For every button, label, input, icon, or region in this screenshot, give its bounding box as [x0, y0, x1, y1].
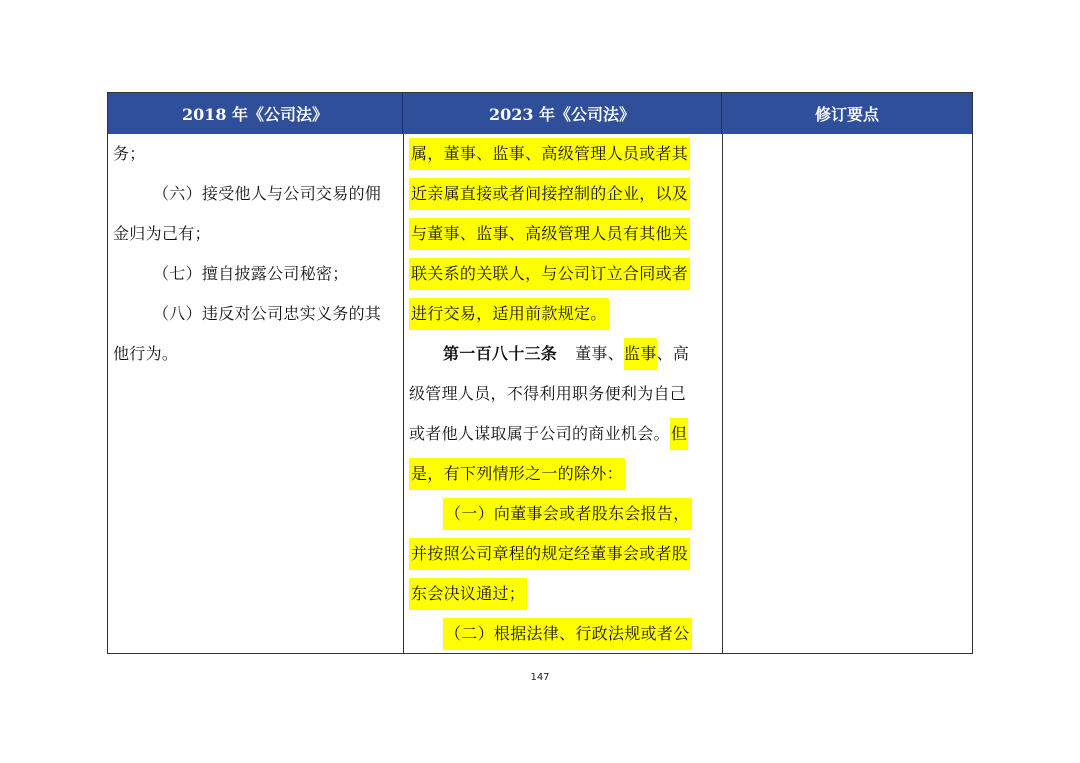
highlighted-text: （一）向董事会或者股东会报告，	[443, 498, 692, 530]
article-line	[409, 334, 716, 374]
text-line	[409, 454, 716, 494]
highlighted-text: 但	[670, 418, 688, 450]
highlighted-text: 进行交易，适用前款规定。	[409, 298, 609, 330]
comparison-table	[107, 92, 973, 654]
highlighted-text: 联关系的关联人，与公司订立合同或者	[409, 258, 690, 290]
text-line	[409, 534, 716, 574]
text-line: 务；	[113, 144, 146, 163]
highlighted-text: 监事	[624, 338, 657, 370]
text-segment: 、高	[656, 344, 690, 363]
text-line: （七）擅自披露公司秘密；	[153, 264, 349, 283]
text-line	[409, 174, 716, 214]
highlighted-text: 是，有下列情形之一的除外：	[409, 458, 625, 490]
article-number: 第一百八十三条	[443, 344, 558, 363]
column-2018-body	[108, 134, 403, 653]
text-line: （八）违反对公司忠实义务的其	[153, 304, 382, 323]
header-2023-law: 2023 年《公司法》	[403, 93, 722, 134]
text-line	[409, 574, 716, 614]
header-revision-points: 修订要点	[814, 105, 879, 124]
text-segment: 或者他人谋取属于公司的商业机会。	[409, 424, 670, 443]
text-line	[409, 214, 716, 254]
column-2023-body	[404, 134, 722, 653]
text-segment: 董事、	[575, 344, 625, 363]
header-2018-law: 2018 年《公司法》	[108, 93, 403, 134]
highlighted-text: 属，董事、监事、高级管理人员或者其	[409, 138, 690, 170]
highlighted-text: 并按照公司章程的规定经董事会或者股	[409, 538, 690, 570]
text-line	[409, 254, 716, 294]
page-number: 147	[530, 672, 550, 683]
highlighted-text: 与董事、监事、高级管理人员有其他关	[409, 218, 690, 250]
text-line	[409, 134, 716, 174]
text-line: 级管理人员，不得利用职务便利为自己	[409, 384, 687, 403]
text-line	[409, 414, 716, 454]
highlighted-text: 近亲属直接或者间接控制的企业，以及	[409, 178, 690, 210]
highlighted-text: （二）根据法律、行政法规或者公	[443, 618, 692, 650]
text-line: 他行为。	[113, 344, 179, 363]
text-line	[409, 294, 716, 334]
text-line: （六）接受他人与公司交易的佣	[153, 184, 382, 203]
column-revision-body	[723, 134, 972, 653]
text-line: 金归为己有；	[113, 224, 211, 243]
text-line	[409, 494, 716, 534]
text-line	[409, 614, 716, 653]
highlighted-text: 东会决议通过；	[409, 578, 527, 610]
table-header	[108, 93, 972, 134]
